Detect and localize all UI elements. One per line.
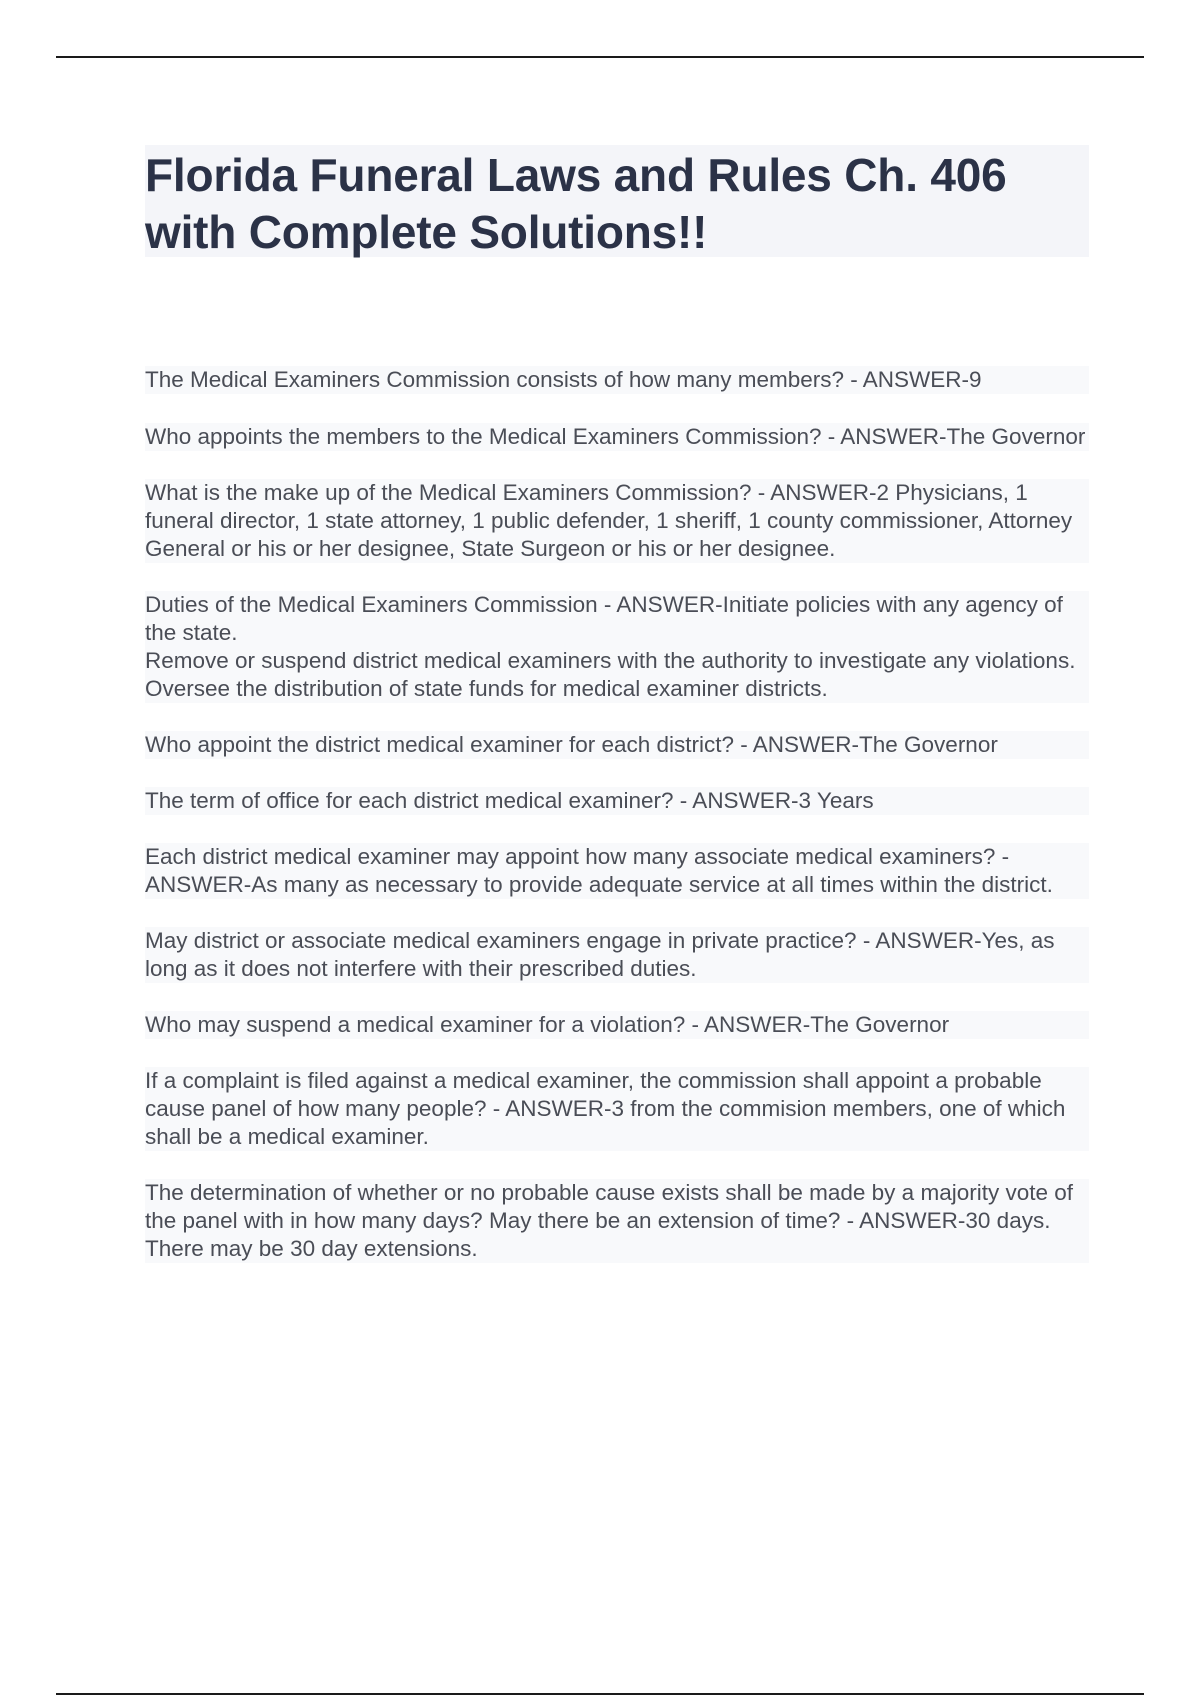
qa-item: What is the make up of the Medical Examiners Commission? - ANSWER-2 Physicians, 1 funeral director, 1 state attorney, 1 public defender, 1 sheriff, 1 county commissioner, Attorney General or his or her designee, State Surgeon or his or her designee. (145, 479, 1089, 563)
qa-item: May district or associate medical examiners engage in private practice? - ANSWER-Yes, as long as it does not interfere with their prescribed duties. (145, 927, 1089, 983)
qa-item: Who appoints the members to the Medical Examiners Commission? - ANSWER-The Governor (145, 423, 1089, 451)
qa-item: Who may suspend a medical examiner for a violation? - ANSWER-The Governor (145, 1011, 1089, 1039)
header-rule (56, 56, 1144, 58)
document-title: Florida Funeral Laws and Rules Ch. 406 with Complete Solutions!! (145, 149, 1007, 258)
qa-item: Each district medical examiner may appoint how many associate medical examiners? - ANSWER-As many as necessary to provide adequate service at all times within the district. (145, 843, 1089, 899)
qa-item: If a complaint is filed against a medical examiner, the commission shall appoint a probable cause panel of how many people? - ANSWER-3 from the commision members, one of which shall be a medical examiner. (145, 1067, 1089, 1151)
title-block (145, 145, 1089, 257)
qa-item: Duties of the Medical Examiners Commission - ANSWER-Initiate policies with any agency of the state. Remove or suspend district medical examiners with the authority to investigate any violations. Oversee the distribution of state funds for medical examiner districts. (145, 591, 1089, 703)
qa-list (145, 366, 1089, 1291)
footer-rule (56, 1693, 1144, 1695)
qa-item: The term of office for each district medical examiner? - ANSWER-3 Years (145, 787, 1089, 815)
qa-item: The determination of whether or no probable cause exists shall be made by a majority vote of the panel with in how many days? May there be an extension of time? - ANSWER-30 days. There may be 30 day extensions. (145, 1179, 1089, 1263)
qa-item: Who appoint the district medical examiner for each district? - ANSWER-The Governor (145, 731, 1089, 759)
qa-item: The Medical Examiners Commission consists of how many members? - ANSWER-9 (145, 366, 1089, 394)
